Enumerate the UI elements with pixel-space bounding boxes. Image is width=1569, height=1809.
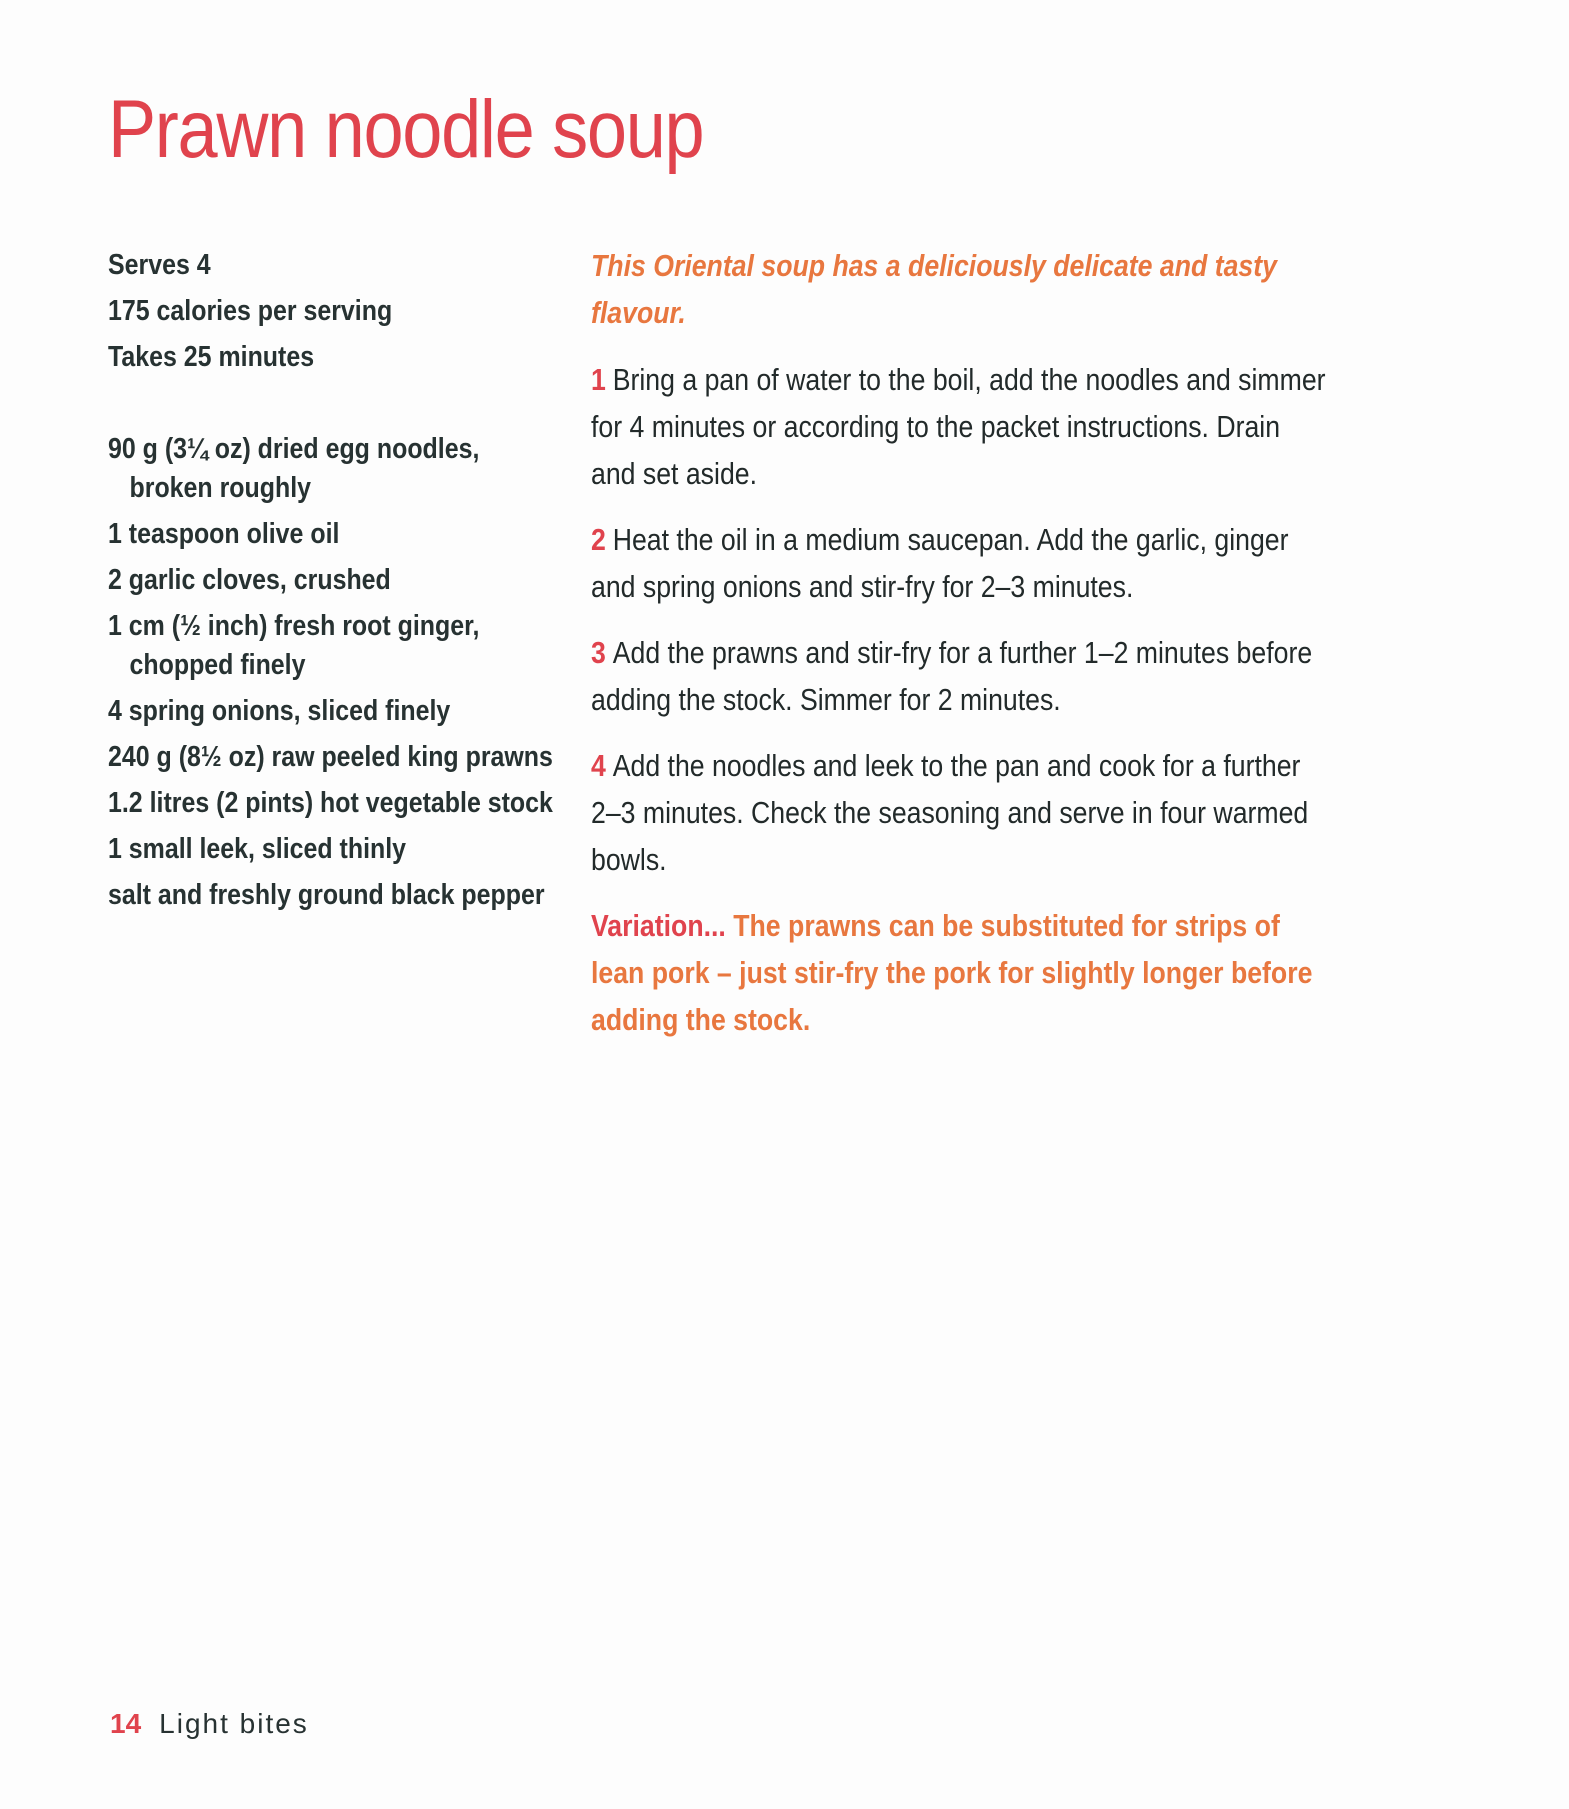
- method-step-4: [591, 742, 1331, 883]
- method-step-1: [591, 356, 1331, 497]
- page-footer: [110, 1706, 309, 1742]
- page-number: 14: [110, 1708, 142, 1739]
- step-number: 3: [591, 635, 606, 670]
- section-name: Light bites: [159, 1708, 309, 1739]
- ingredient-item: 1 teaspoon olive oil: [108, 518, 340, 550]
- ingredient-item: 4 spring onions, sliced finely: [108, 695, 451, 727]
- step-text: Add the prawns and stir-fry for a further 1–2 minutes before adding the stock. Simmer for 2 minutes.: [591, 635, 1313, 717]
- ingredient-item: salt and freshly ground black pepper: [108, 879, 545, 911]
- variation-text: The prawns can be substituted for strips of lean pork – just stir-fry the pork for slightly longer before adding the stock.: [591, 908, 1313, 1037]
- serves-text: Serves 4: [108, 249, 211, 281]
- ingredient-item: 1 cm (½ inch) fresh root ginger, chopped finely: [108, 610, 480, 681]
- method-step-3: [591, 629, 1331, 723]
- step-number: 4: [591, 748, 606, 783]
- ingredient-item: 1 small leek, sliced thinly: [108, 833, 407, 865]
- ingredient-list: [108, 430, 553, 915]
- step-text: Add the noodles and leek to the pan and cook for a further 2–3 minutes. Check the seasoning and serve in four warmed bowls.: [591, 748, 1309, 877]
- ingredient-item: 90 g (3¼ oz) dried egg noodles, broken roughly: [108, 433, 480, 504]
- step-text: Heat the oil in a medium saucepan. Add the garlic, ginger and spring onions and stir-fry for 2–3 minutes.: [591, 522, 1289, 604]
- ingredient-item: 1.2 litres (2 pints) hot vegetable stock: [108, 787, 553, 819]
- ingredient-item: 240 g (8½ oz) raw peeled king prawns: [108, 741, 553, 773]
- variation-note: [591, 902, 1331, 1043]
- recipe-info-column: [108, 242, 553, 922]
- step-number: 1: [591, 362, 606, 397]
- recipe-intro: This Oriental soup has a deliciously delicate and tasty flavour.: [591, 248, 1277, 330]
- step-text: Bring a pan of water to the boil, add the noodles and simmer for 4 minutes or according to the packet instructions. Drain and set aside.: [591, 362, 1326, 491]
- method-step-2: [591, 516, 1331, 610]
- time-text: Takes 25 minutes: [108, 341, 315, 373]
- ingredient-item: 2 garlic cloves, crushed: [108, 564, 391, 596]
- variation-label: Variation...: [591, 908, 726, 943]
- recipe-meta: [108, 242, 548, 380]
- page-title: Prawn noodle soup: [108, 84, 704, 175]
- step-number: 2: [591, 522, 606, 557]
- calories-text: 175 calories per serving: [108, 295, 393, 327]
- method-column: [591, 242, 1491, 1043]
